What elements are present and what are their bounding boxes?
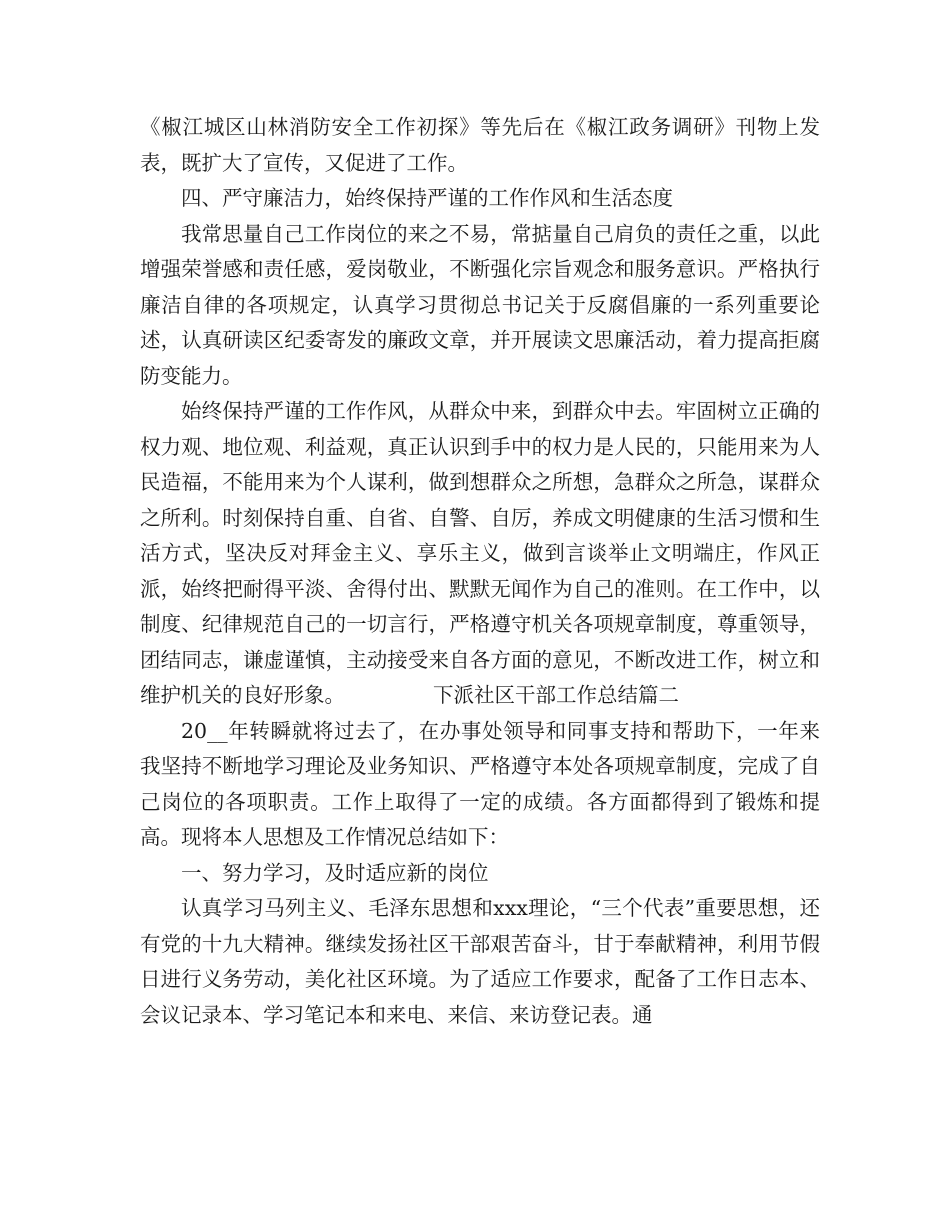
paragraph-study-details: 认真学习马列主义、毛泽东思想和xxx理论，“三个代表”重要思想，还有党的十九大精神。继续发扬社区干部艰苦奋斗，甘于奉献精神，利用节假日进行义务劳动，美化社区环境。为了适应工作要求，配备了工作日志本、会议记录本、学习笔记本和来电、来信、来访登记表。通 bbox=[140, 896, 820, 1027]
paragraph-year-summary: 20__年转瞬就将过去了，在办事处领导和同事支持和帮助下，一年来我坚持不断地学习理论及业务知识、严格遵守本处各项规章制度，完成了自己岗位的各项职责。工作上取得了一定的成绩。各方面都得到了锻炼和提高。现将本人思想及工作情况总结如下： bbox=[140, 718, 820, 849]
section-heading-study: 一、努力学习，及时适应新的岗位 bbox=[181, 860, 489, 885]
paragraph-work-style bbox=[140, 394, 820, 714]
paragraph-responsibility: 我常思量自己工作岗位的来之不易，常掂量自己肩负的责任之重，以此增强荣誉感和责任感，爱岗敬业，不断强化宗旨观念和服务意识。严格执行廉洁自律的各项规定，认真学习贯彻总书记关于反腐倡廉的一系列重要论述，认真研读区纪委寄发的廉政文章，并开展读文思廉活动，着力提高拒腐防变能力。 bbox=[140, 221, 820, 388]
section-heading-integrity: 四、严守廉洁力，始终保持严谨的工作作风和生活态度 bbox=[181, 186, 673, 210]
paragraph-continuation: 《椒江城区山林消防安全工作初探》等先后在《椒江政务调研》刊物上发表，既扩大了宣传，又促进了工作。 bbox=[140, 115, 820, 175]
paragraph-work-style-text: 始终保持严谨的工作作风，从群众中来，到群众中去。牢固树立正确的权力观、地位观、利益观，真正认识到手中的权力是人民的，只能用来为人民造福，不能用来为个人谋利，做到想群众之所想，急群众之所急，谋群众之所利。时刻保持自重、自省、自警、自厉，养成文明健康的生活习惯和生活方式，坚决反对拜金主义、享乐主义，做到言谈举止文明端庄，作风正派，始终把耐得平淡、舍得付出、默默无闻作为自己的准则。在工作中，以制度、纪律规范自己的一切言行，严格遵守机关各项规章制度，尊重领导，团结同志，谦虚谨慎，主动接受来自各方面的意见，不断改进工作，树立和维护机关的良好形象。 bbox=[140, 399, 820, 707]
article-title-part-two: 下派社区干部工作总结篇二 bbox=[433, 683, 679, 707]
document-body bbox=[140, 110, 820, 1033]
